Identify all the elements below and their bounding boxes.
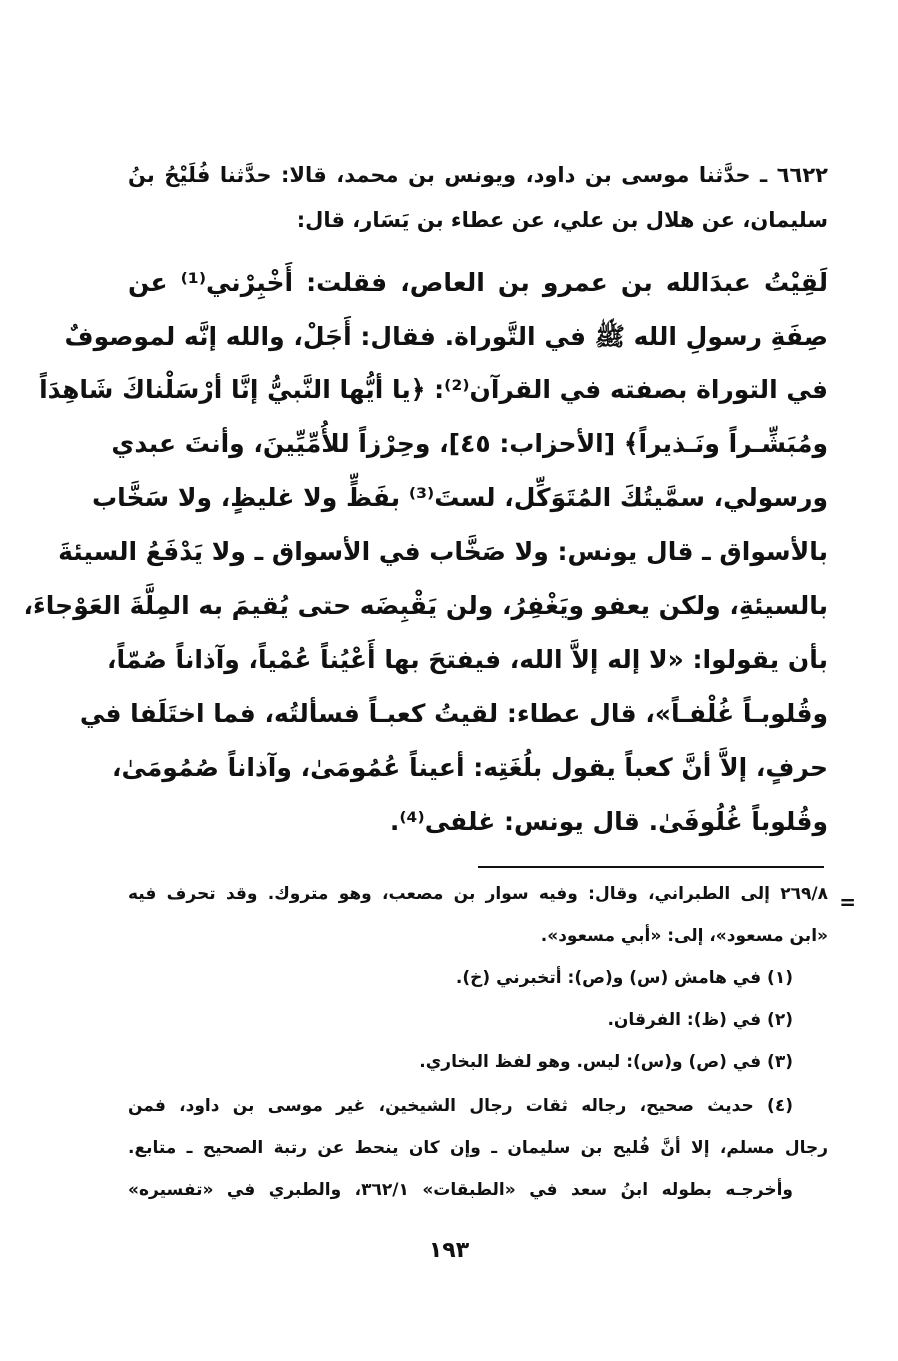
matn-line-7: بالسيئةِ، ولكن يعفو ويَغْفِرُ، ولن يَقْبِضَه حتى يُقيمَ به المِلَّةَ العَوْجاءَ، <box>23 591 828 620</box>
footnote-continued-mark: = <box>839 890 856 914</box>
isnad-text-1: ـ حدَّثنا موسى بن داود، ويونس بن محمد، قالا: حدَّثنا فُلَيْحُ بنُ <box>128 163 768 187</box>
footnote-4-line-3: وأخرجـه بطوله ابنُ سعد في «الطبقات» ٣٦٢/١، والطبري في «تفسيره» <box>128 1180 793 1200</box>
matn-line-5: ورسولي، سمَّيتُكَ المُتَوَكِّل، لستَ⁽³⁾ بفَظٍّ ولا غليظٍ، ولا سَخَّاب <box>92 483 828 512</box>
matn-line-3: في التوراة بصفته في القرآن⁽²⁾: ﴿يا أيُّها النَّبيُّ إنَّا أرْسَلْناكَ شَاهِدَاً <box>39 375 828 404</box>
footnote-2: (٢) في (ظ): الفرقان. <box>607 1010 793 1030</box>
matn-line-2: صِفَةِ رسولِ الله ﷺ في التَّوراة. فقال: أَجَلْ، والله إنَّه لموصوفٌ <box>64 322 828 351</box>
footnote-separator <box>478 866 824 868</box>
matn-line-4: ومُبَشِّـراً ونَـذيراً﴾ [الأحزاب: ٤٥]، وحِرْزاً للأُمِّيِّينَ، وأنتَ عبدي <box>111 429 828 458</box>
hadith-isnad-line-2: سليمان، عن هلال بن علي، عن عطاء بن يَسَار، قال: <box>296 208 828 232</box>
matn-line-10: حرفٍ، إلاَّ أنَّ كعباً يقول بلُغَتِه: أعيناً عُمُومَىٰ، وآذاناً صُمُومَىٰ، <box>112 753 828 782</box>
matn-line-1: لَقِيْتُ عبدَالله بن عمرو بن العاص، فقلت: أَخْبِرْني⁽¹⁾ عن <box>128 268 828 297</box>
matn-line-6: بالأسواق ـ قال يونس: ولا صَخَّاب في الأسواق ـ ولا يَدْفَعُ السيئةَ <box>58 537 828 566</box>
footnote-4-line-2: رجال مسلم، إلا أنَّ فُليح بن سليمان ـ وإن كان ينحط عن رتبة الصحيح ـ متابع. <box>128 1138 828 1158</box>
footnote-3: (٣) في (ص) و(س): ليس. وهو لفظ البخاري. <box>419 1052 793 1072</box>
hadith-isnad-line-1 <box>128 163 828 187</box>
matn-line-8: بأن يقولوا: «لا إله إلاَّ الله، فيفتحَ بها أَعْيُناً عُمْياً، وآذاناً صُمّاً، <box>107 645 828 674</box>
footnote-4-line-1: (٤) حديث صحيح، رجاله ثقات رجال الشيخين، غير موسى بن داود، فمن <box>128 1096 793 1116</box>
footnote-continued-line-1: ٢٦٩/٨ إلى الطبراني، وقال: وفيه سوار بن مصعب، وهو متروك. وقد تحرف فيه <box>128 884 828 904</box>
page-number: ١٩٣ <box>428 1238 470 1263</box>
matn-line-9: وقُلوبـاً غُلْفـاً»، قال عطاء: لقيتُ كعبـاً فسألتُه، فما اختَلَفا في <box>79 699 828 728</box>
footnote-continued-line-2: «ابن مسعود»، إلى: «أبي مسعود». <box>540 926 828 946</box>
hadith-number: ٦٦٢٢ <box>776 163 829 187</box>
matn-line-11: وقُلوباً غُلُوفَىٰ. قال يونس: غلفى⁽⁴⁾. <box>389 807 828 836</box>
footnote-1: (١) في هامش (س) و(ص): أتخبرني (خ). <box>455 968 793 988</box>
